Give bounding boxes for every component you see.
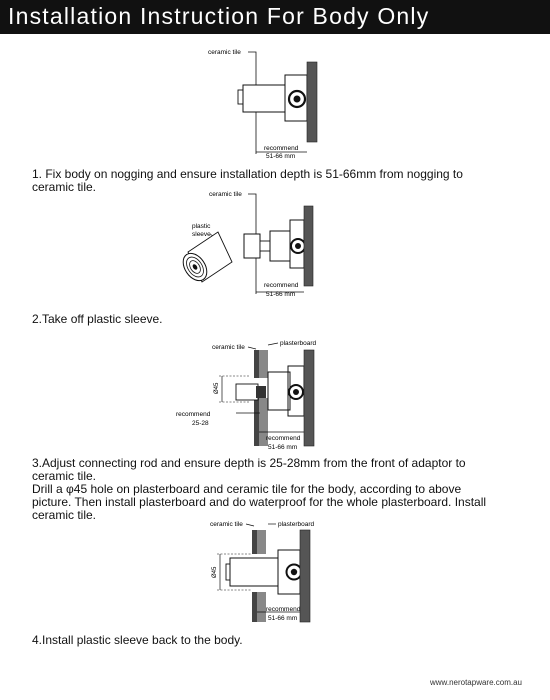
fig4-plasterboard-label: plasterboard <box>278 521 315 528</box>
fig4-range-label: 51-66 mm <box>268 615 298 622</box>
fig4-diameter-label: Ø45 <box>212 566 218 578</box>
footer-url: www.nerotapware.com.au <box>429 678 522 687</box>
fig3-recommend-rod-label: recommend <box>176 411 211 418</box>
fig3-rod-range-label: 25-28 <box>192 420 209 427</box>
fig2-sleeve-label: sleeve <box>192 231 211 238</box>
figure-2-diagram <box>170 186 330 301</box>
fig1-recommend-label: recommend <box>264 145 299 152</box>
fig2-range-label: 51-66 mm <box>266 291 296 298</box>
fig1-range-label: 51-66 mm <box>266 153 296 160</box>
fig4-recommend-label: recommend <box>266 606 301 613</box>
fig3-recommend-label: recommend <box>266 435 301 442</box>
fig3-diameter-label: Ø45 <box>214 382 220 394</box>
figure-1-diagram <box>200 42 330 162</box>
step-3-text: 3.Adjust connecting rod and ensure depth is 25-28mm from the front of adaptor to ceramic tile. Drill a φ45 hole on plasterboard and ceramic tile for the body, according to above picture. Then install plasterboard and do waterproof for the whole plasterboard. Install ceramic tile. <box>32 456 487 522</box>
step-1-text: 1. Fix body on nogging and ensure installation depth is 51-66mm from nogging to ceramic tile. <box>32 167 463 194</box>
fig2-plastic-label: plastic <box>192 223 211 230</box>
step-2-text: 2.Take off plastic sleeve. <box>32 312 163 326</box>
figure-4-diagram <box>190 514 350 629</box>
fig1-ceramic-tile-label: ceramic tile <box>208 49 241 56</box>
figure-3-diagram <box>170 336 350 456</box>
page-title: Installation Instruction For Body Only <box>8 3 430 29</box>
header-bar <box>0 0 550 34</box>
fig2-recommend-label: recommend <box>264 282 299 289</box>
fig3-plasterboard-label: plasterboard <box>280 340 317 347</box>
fig3-range-label: 51-66 mm <box>268 444 298 451</box>
fig2-ceramic-tile-label: ceramic tile <box>209 191 242 198</box>
step-4-text: 4.Install plastic sleeve back to the body. <box>32 633 243 647</box>
fig3-ceramic-tile-label: ceramic tile <box>212 344 245 351</box>
fig4-ceramic-tile-label: ceramic tile <box>210 521 243 528</box>
